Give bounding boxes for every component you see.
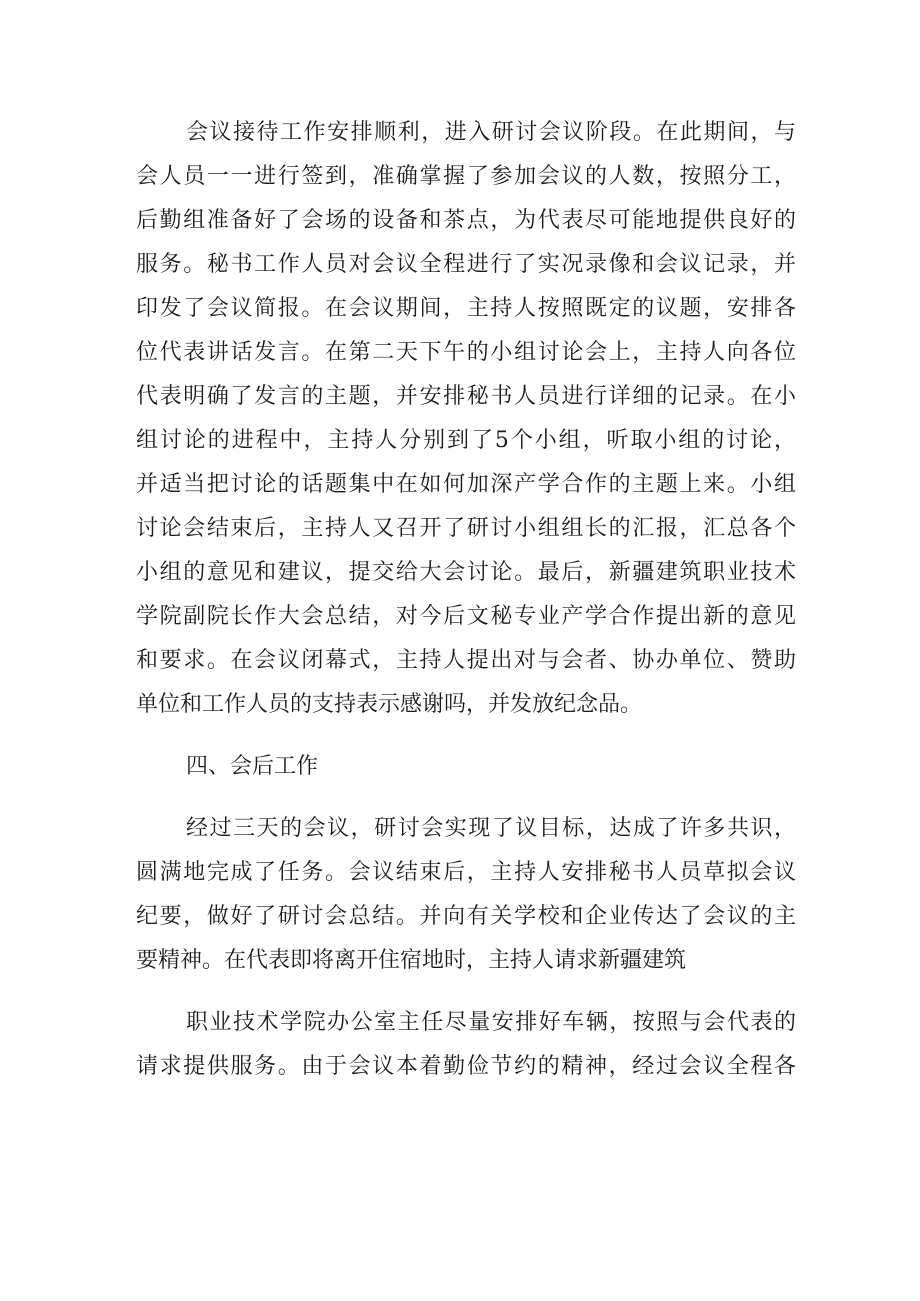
paragraph-1-line-7: 代表明确了发言的主题，并安排秘书人员进行详细的记录。在小: [136, 384, 796, 409]
paragraph-1-line-6: 位代表讲话发言。在第二天下午的小组讨论会上，主持人向各位: [136, 340, 796, 365]
paragraph-1-line-8: 组讨论的进程中，主持人分别到了5个小组，听取小组的讨论，: [136, 428, 796, 453]
paragraph-1-line-2: 会人员一一进行签到，准确掌握了参加会议的人数，按照分工，: [136, 164, 796, 189]
paragraph-3-line-1: 职业技术学院办公室主任尽量安排好车辆，按照与会代表的: [186, 1010, 796, 1035]
section-heading: 四、会后工作: [186, 754, 319, 779]
paragraph-2-line-3: 纪要，做好了研讨会总结。并向有关学校和企业传达了会议的主: [136, 904, 796, 929]
paragraph-1-line-1: 会议接待工作安排顺利，进入研讨会议阶段。在此期间，与: [186, 120, 796, 145]
paragraph-1-line-13: 和要求。在会议闭幕式，主持人提出对与会者、协办单位、赞助: [136, 648, 796, 673]
paragraph-1-line-10: 讨论会结束后，主持人又召开了研讨小组组长的汇报，汇总各个: [136, 516, 796, 541]
paragraph-2-line-1: 经过三天的会议，研讨会实现了议目标，达成了许多共识，: [186, 816, 796, 841]
paragraph-1-line-14: 单位和工作人员的支持表示感谢吗，并发放纪念品。: [136, 692, 643, 717]
paragraph-2-line-2: 圆满地完成了任务。会议结束后，主持人安排秘书人员草拟会议: [136, 860, 796, 885]
paragraph-1-line-12: 学院副院长作大会总结，对今后文秘专业产学合作提出新的意见: [136, 604, 796, 629]
paragraph-1-line-11: 小组的意见和建议，提交给大会讨论。最后，新疆建筑职业技术: [136, 560, 796, 585]
paragraph-1-line-9: 并适当把讨论的话题集中在如何加深产学合作的主题上来。小组: [136, 472, 796, 497]
paragraph-2-line-4: 要精神。在代表即将离开住宿地时，主持人请求新疆建筑: [136, 948, 687, 973]
paragraph-1-line-3: 后勤组准备好了会场的设备和茶点，为代表尽可能地提供良好的: [136, 208, 796, 233]
paragraph-3-line-2: 请求提供服务。由于会议本着勤俭节约的精神，经过会议全程各: [136, 1054, 796, 1079]
paragraph-1-line-4: 服务。秘书工作人员对会议全程进行了实况录像和会议记录，并: [136, 252, 796, 277]
paragraph-1-line-5: 印发了会议简报。在会议期间，主持人按照既定的议题，安排各: [136, 296, 796, 321]
